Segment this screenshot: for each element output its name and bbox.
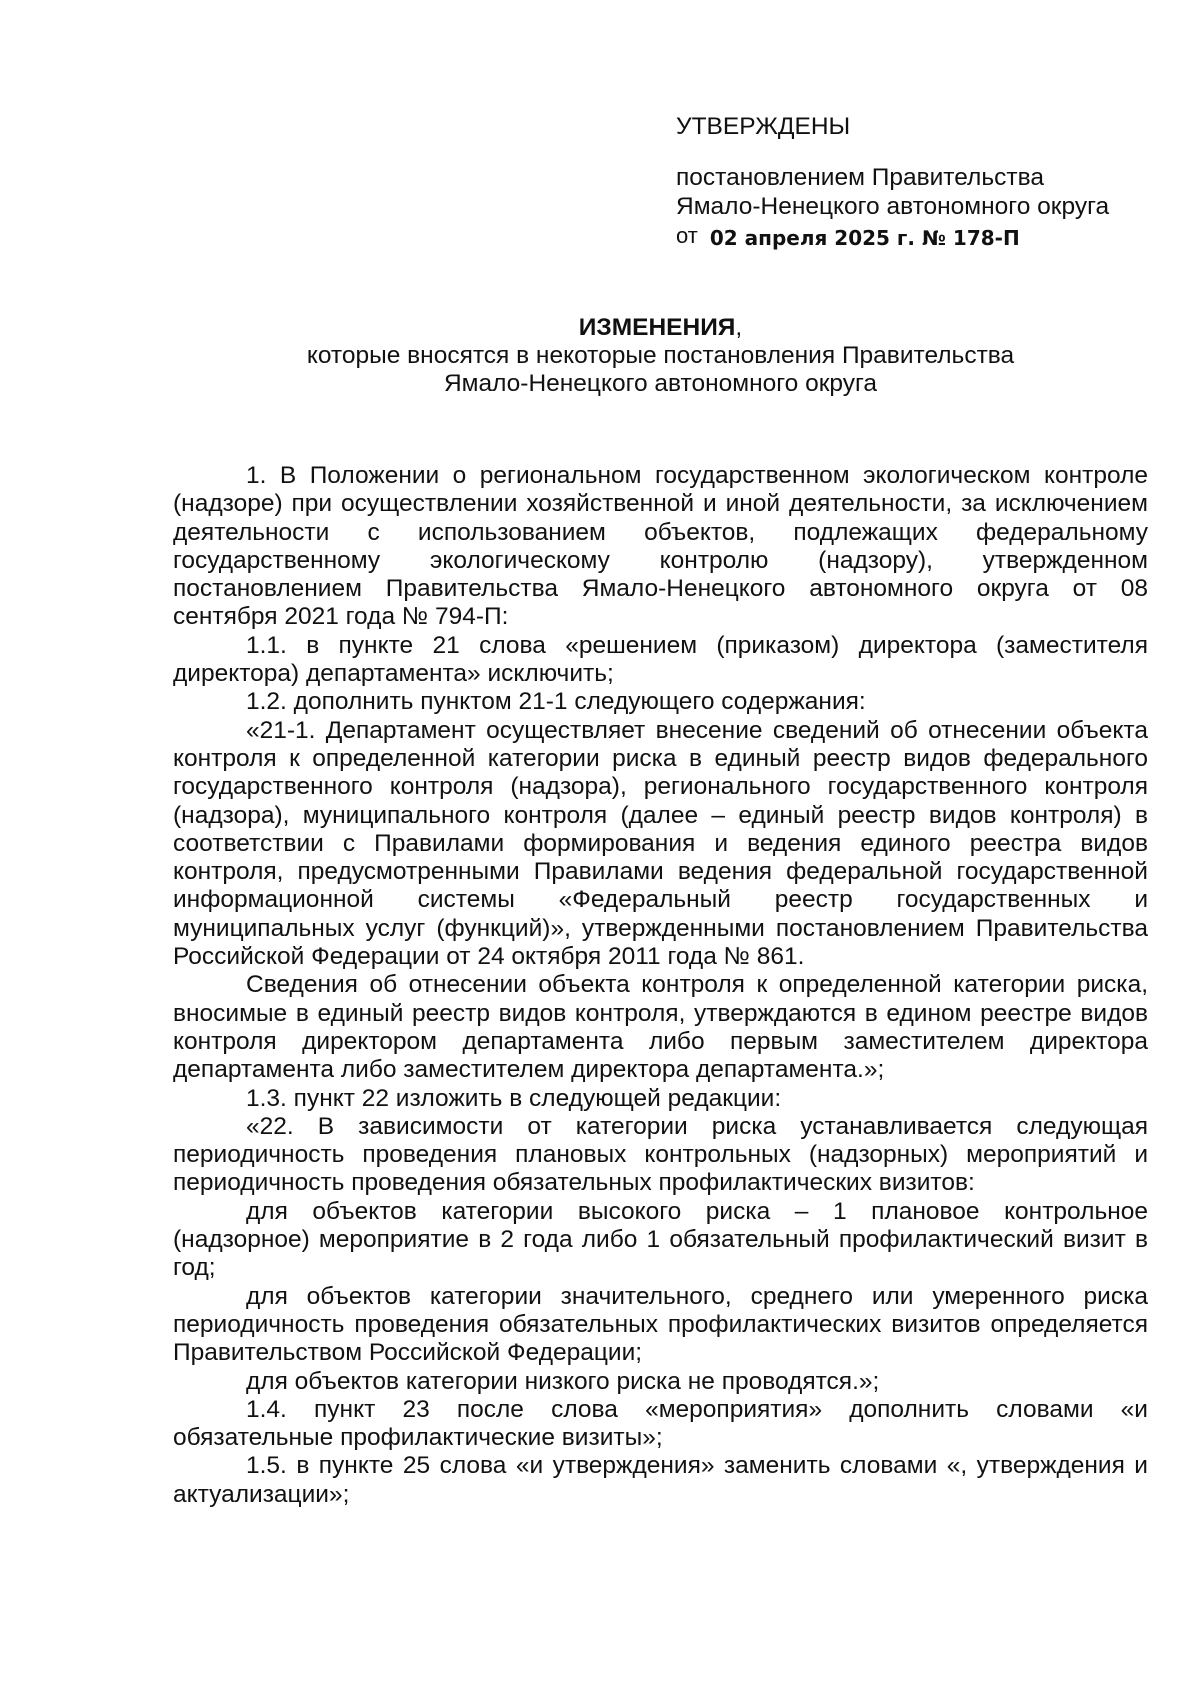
paragraph: «22. В зависимости от категории риска устанавливается следующая периодичность проведения плановых контрольных (надзорных) мероприятий и периодичность проведения обязательных профилактических визитов: [173,1112,1148,1197]
paragraph: для объектов категории высокого риска – 1 плановое контрольное (надзорное) мероприятие в 2 года либо 1 обязательный профилактический визит в год; [173,1197,1148,1282]
document-title-comma: , [735,314,743,341]
paragraph: Сведения об отнесении объекта контроля к определенной категории риска, вносимые в единый реестр видов контроля, утверждаются в едином реестре видов контроля директором департамента либо первым заместителем директора департамента либо заместителем директора департамента.»; [173,971,1148,1084]
approval-stamp [676,112,1156,253]
paragraph: 1. В Положении о региональном государственном экологическом контроле (надзоре) при осуществлении хозяйственной и иной деятельности, за исключением деятельности с использованием объектов, подлежащих федеральному государственному экологическому контролю (надзору), утвержденном постановлением Правительства Ямало-Ненецкого автономного округа от 08 сентября 2021 года № 794-П: [173,462,1148,631]
paragraph: 1.2. дополнить пунктом 21-1 следующего содержания: [246,688,866,716]
document-subtitle-line-2: Ямало-Ненецкого автономного округа [443,370,878,397]
paragraph: для объектов категории низкого риска не проводятся.»; [246,1367,880,1395]
approval-line-2: Ямало-Ненецкого автономного округа [676,193,1110,220]
approval-date-line [676,221,1156,253]
paragraph: 1.4. пункт 23 после слова «мероприятия» дополнить словами «и обязательные профилактические визиты»; [173,1395,1148,1452]
document-subtitle-line-1: которые вносятся в некоторые постановления Правительства [306,342,1015,369]
document-title-block [173,314,1148,398]
paragraph: 1.5. в пункте 25 слова «и утверждения» заменить словами «, утверждения и актуализации»; [173,1452,1148,1508]
approved-label: УТВЕРЖДЕНЫ [676,113,851,140]
paragraph: для объектов категории значительного, среднего или умеренного риска периодичность проведения обязательных профилактических визитов определяется Правительством Российской Федерации; [173,1282,1148,1367]
date-number: 02 апреля 2025 г. № 178-П [709,226,1020,250]
document-body [173,462,1148,1509]
approval-line-1: постановлением Правительства [676,164,1044,191]
date-prefix: от [676,223,698,248]
document-title: ИЗМЕНЕНИЯ [578,314,736,341]
paragraph: 1.3. пункт 22 изложить в следующей редакции: [246,1084,782,1112]
document-title-line [173,314,1148,342]
paragraph: 1.1. в пункте 21 слова «решением (приказом) директора (заместителя директора) департамента» исключить; [173,631,1148,688]
paragraph: «21-1. Департамент осуществляет внесение сведений об отнесении объекта контроля к определенной категории риска в единый реестр видов федерального государственного контроля (надзора), регионального государственного контроля (надзора), муниципального контроля (далее – единый реестр видов контроля) в соответствии с Правилами формирования и ведения единого реестра видов контроля, предусмотренными Правилами ведения федеральной государственной информационной системы «Федеральный реестр государственных и муниципальных услуг (функций)», утвержденными постановлением Правительства Российской Федерации от 24 октября 2011 года № 861. [173,716,1148,971]
